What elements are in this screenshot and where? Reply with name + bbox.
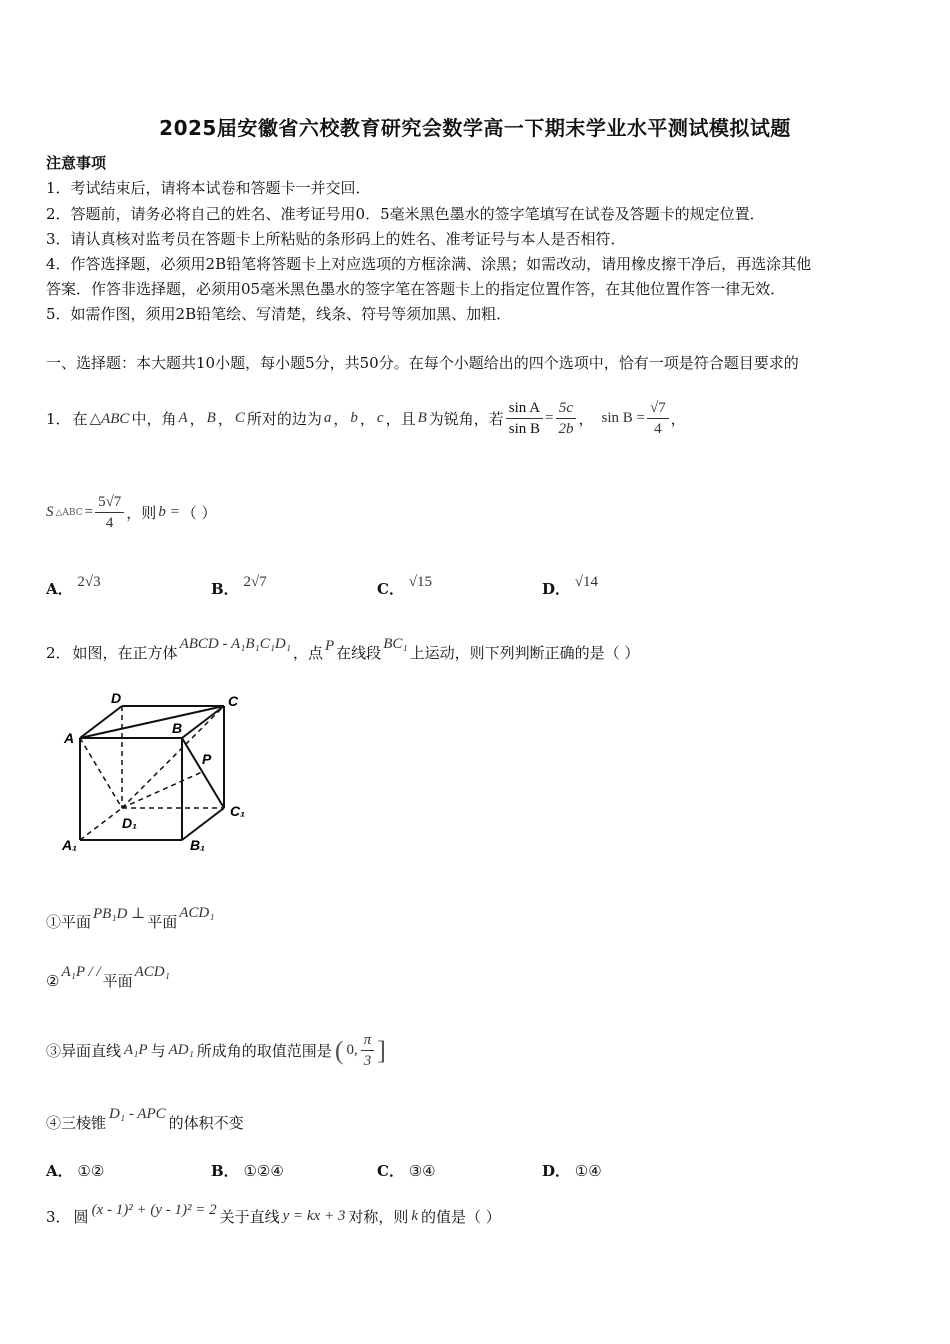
page-title: 2025届安徽省六校教育研究会数学高一下期末学业水平测试模拟试题 (159, 116, 791, 140)
label-C1: C₁ (230, 803, 246, 819)
label-C: C (228, 693, 239, 709)
notice-item: 3．请认真核对监考员在答题卡上所粘贴的条形码上的姓名、准考证号与本人是否相符． (46, 230, 626, 248)
fraction-5sqrt7-4: $\frac{5√7}{4}$ (95, 492, 124, 533)
notice-item: 4．作答选择题，必须用2B铅笔将答题卡上对应选项的方框涂满、涂黑；如需改动，请用橡皮擦干净后，再选涂其他 (46, 255, 812, 273)
statement-1: ①平面 PB₁D ⊥ 平面 ACD₁ (46, 905, 215, 931)
q1-option-b[interactable]: B． 2√7 (211, 574, 267, 598)
q1-option-d[interactable]: D． √14 (542, 574, 599, 598)
statement-2: ② A₁P / / 平面 ACD₁ (46, 964, 170, 990)
q2-number: 2． (46, 644, 71, 662)
q2-option-a[interactable]: A． ①② (46, 1162, 105, 1180)
fraction-sqrt7-4: $\frac{√7}{4}$ (647, 398, 669, 439)
question-1-area: S △ABC = $\frac{5√7}{4}$ ，则 b = （ ） (46, 494, 217, 531)
notice-item: 5．如需作图，须用2B铅笔绘、写清楚，线条、符号等须加黑、加粗． (46, 305, 512, 323)
q2-option-c[interactable]: C． ③④ (377, 1162, 436, 1180)
question-3: 3． 圆 (x - 1)² + (y - 1)² = 2 关于直线 y = kx + 3 对称，则 k 的值是（ ） (46, 1202, 501, 1226)
q1-option-a[interactable]: A． 2√3 (46, 574, 101, 598)
label-D1: D₁ (122, 815, 138, 831)
q1-option-c[interactable]: C． √15 (377, 574, 432, 598)
section-heading: 一、选择题：本大题共10小题，每小题5分，共50分。在每个小题给出的四个选项中，恰有一项是符合题目要求的 (46, 354, 799, 372)
notice-item: 答案．作答非选择题，必须用05毫米黑色墨水的签字笔在答题卡上的指定位置作答，在其他位置作答一律无效． (46, 280, 786, 298)
triangle-abc: △ABC (89, 411, 130, 427)
question-1: 1． 在 △ABC 中，角 A ， B ， C 所对的边为 a ， b ， c ，且 B 为锐角，若 $\frac{\text{sin A}}{\text{sin B}}$ = $\frac{5c}{2b}$ ， sin B = $\frac{√7}{4}$ ， (46, 400, 686, 437)
label-D: D (111, 690, 122, 706)
label-A: A (64, 730, 75, 746)
cube-figure (44, 688, 254, 858)
q3-number: 3． (46, 1208, 71, 1226)
notice-item: 2．答题前，请务必将自己的姓名、准考证号用0．5毫米黑色墨水的签字笔填写在试卷及答题卡的规定位置． (46, 205, 765, 223)
q2-option-b[interactable]: B． ①②④ (211, 1162, 284, 1180)
question-2: 2． 如图，在正方体 ABCD - A₁B₁C₁D₁ ，点 P 在线段 BC₁ 上运动，则下列判断正确的是（ ） (46, 636, 640, 662)
statement-4: ④三棱锥 D₁ - APC 的体积不变 (46, 1106, 244, 1132)
label-B: B (172, 720, 183, 736)
label-A1: A₁ (62, 837, 78, 853)
notice-item: 1．考试结束后，请将本试卷和答题卡一并交回． (46, 179, 371, 197)
statement-3: ③异面直线 A₁P 与 AD₁ 所成角的取值范围是 ( 0, $\frac{\pi}{3}$ ] (46, 1032, 386, 1069)
q1-number: 1． (46, 410, 71, 428)
notice-heading: 注意事项 (46, 154, 107, 172)
q2-option-d[interactable]: D． ①④ (542, 1162, 602, 1180)
fraction-sinA-sinB: $\frac{\text{sin A}}{\text{sin B}}$ (506, 398, 543, 439)
label-P: P (202, 751, 212, 767)
fraction-5c-2b: $\frac{5c}{2b}$ (556, 398, 577, 439)
label-B1: B₁ (190, 837, 206, 853)
